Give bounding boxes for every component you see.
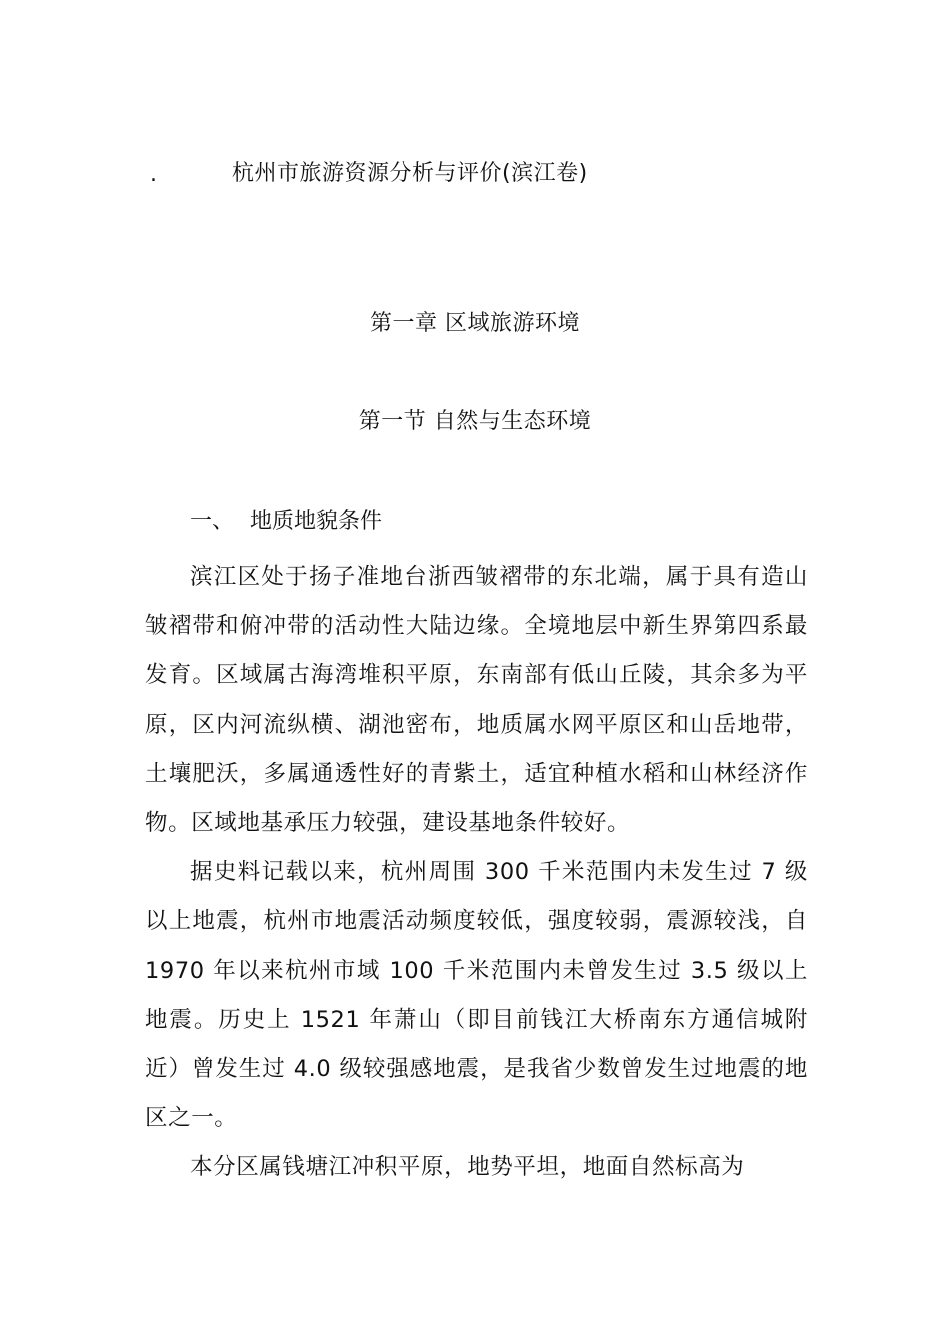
chapter-heading: 第一章 区域旅游环境 — [370, 311, 580, 336]
subheading-number: 一、 — [190, 509, 235, 534]
subheading — [190, 506, 382, 538]
paragraph-earthquake: 据史料记载以来，杭州周围 300 千米范围内未发生过 7 级以上地震，杭州市地震活动频度较低，强度较弱，震源较浅，自 1970 年以来杭州市域 100 千米范围内未曾发生过 3.5 级以上地震。历史上 1521 年萧山（即目前钱江大桥南东方通信城附近）曾发生过 4.0 级较强感地震，是我省少数曾发生过地震的地区之一。 — [145, 859, 808, 1132]
document-title: 杭州市旅游资源分析与评价(滨江卷) — [232, 161, 588, 186]
subheading-text: 地质地貌条件 — [250, 509, 383, 534]
paragraph-geology: 滨江区处于扬子准地台浙西皱褶带的东北端，属于具有造山皱褶带和俯冲带的活动性大陆边缘。全境地层中新生界第四系最发育。区域属古海湾堆积平原，东南部有低山丘陵，其余多为平原，区内河流纵横、湖池密布，地质属水网平原区和山岳地带，土壤肥沃，多属通透性好的青紫土，适宜种植水稻和山林经济作物。区域地基承压力较强，建设基地条件较好。 — [145, 564, 808, 837]
body-text — [145, 553, 808, 1193]
page-marker: . — [150, 162, 157, 187]
paragraph-terrain: 本分区属钱塘江冲积平原，地势平坦，地面自然标高为 — [190, 1154, 745, 1181]
section-heading: 第一节 自然与生态环境 — [358, 409, 592, 434]
